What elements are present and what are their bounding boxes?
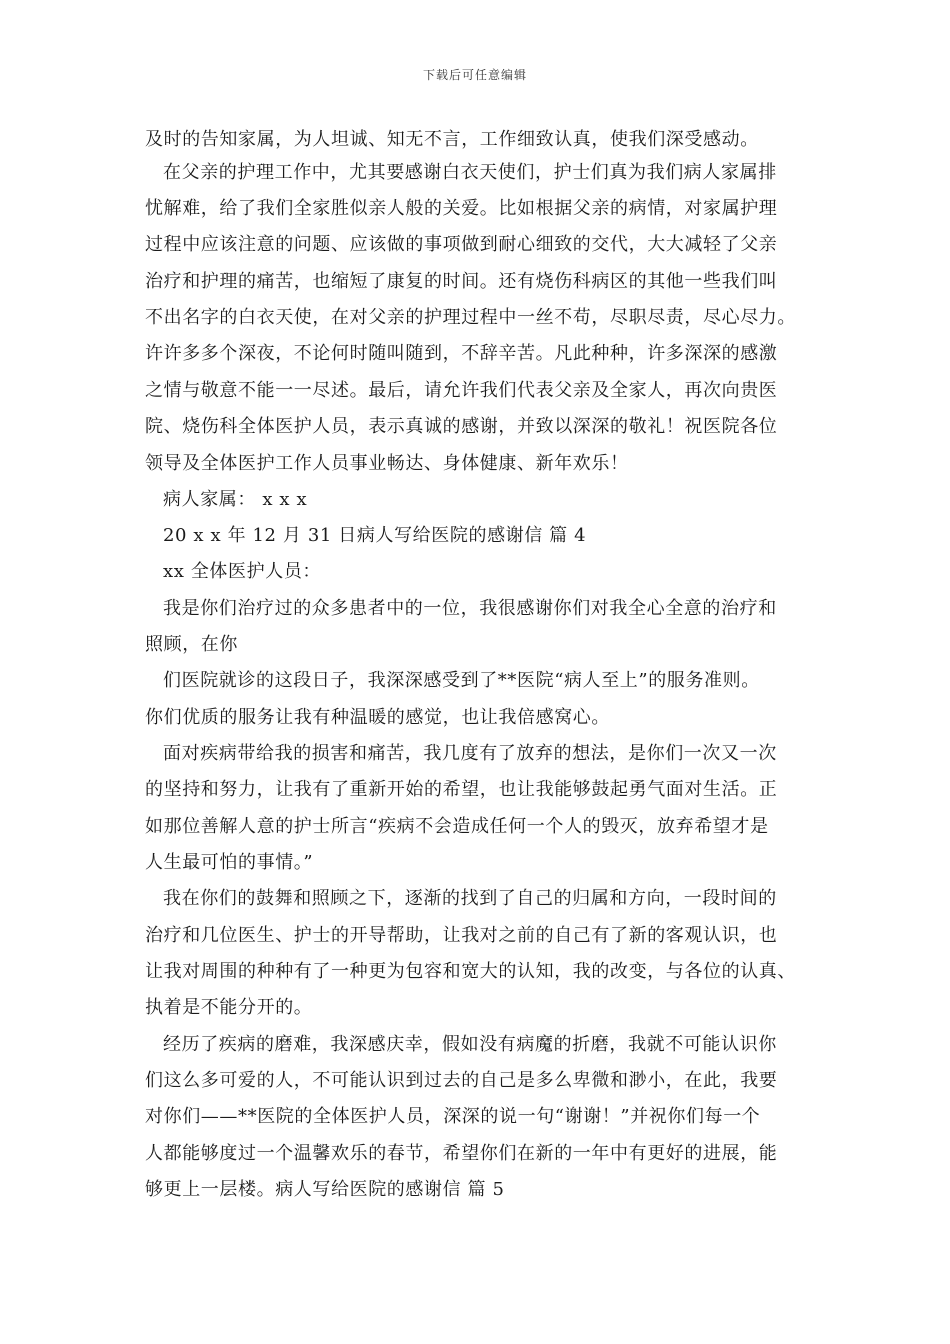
text-line: 忧解难，给了我们全家胜似亲人般的关爱。比如根据父亲的病情，对家属护理: [145, 198, 778, 219]
text-line: 照顾，在你: [145, 634, 238, 655]
text-line: 领导及全体医护工作人员事业畅达、身体健康、新年欢乐！: [145, 453, 629, 474]
text-line: 我是你们治疗过的众多患者中的一位，我很感谢你们对我全心全意的治疗和: [163, 598, 777, 619]
text-line: 不出名字的白衣天使，在对父亲的护理过程中一丝不苟，尽职尽责，尽心尽力。: [145, 307, 796, 328]
text-line: 人生最可怕的事情。”: [145, 852, 314, 873]
text-line: 们医院就诊的这段日子，我深深感受到了**医院“病人至上”的服务准则。: [163, 670, 760, 691]
text-line: 对你们——**医院的全体医护人员，深深的说一句“谢谢！”并祝你们每一个: [145, 1106, 761, 1127]
text-line: 的坚持和努力，让我有了重新开始的希望，也让我能够鼓起勇气面对生活。正: [145, 779, 778, 800]
text-line: 治疗和几位医生、护士的开导帮助，让我对之前的自己有了新的客观认识，也: [145, 925, 778, 946]
salutation: xx 全体医护人员：: [163, 561, 322, 582]
text-line: 人都能够度过一个温馨欢乐的春节，希望你们在新的一年中有更好的进展，能: [145, 1143, 778, 1164]
text-line: 治疗和护理的痛苦，也缩短了康复的时间。还有烧伤科病区的其他一些我们叫: [145, 271, 778, 292]
text-line: 们这么多可爱的人，不可能认识到过去的自己是多么卑微和渺小，在此，我要: [145, 1070, 778, 1091]
text-line: 如那位善解人意的护士所言“疾病不会造成任何一个人的毁灭，放弃希望才是: [145, 816, 769, 837]
text-line: 院、烧伤科全体医护人员，表示真诚的感谢，并致以深深的敬礼！祝医院各位: [145, 416, 778, 437]
text-line: 及时的告知家属，为人坦诚、知无不言，工作细致认真，使我们深受感动。: [145, 129, 759, 150]
text-line: 经历了疾病的磨难，我深感庆幸，假如没有病魔的折磨，我就不可能认识你: [163, 1034, 777, 1055]
page-header: 下载后可任意编辑: [422, 68, 527, 82]
text-line: 让我对周围的种种有了一种更为包容和宽大的认知，我的改变，与各位的认真、: [145, 961, 796, 982]
text-line: 执着是不能分开的。: [145, 997, 313, 1018]
text-line: 你们优质的服务让我有种温暖的感觉，也让我倍感窝心。: [145, 707, 610, 728]
text-line: 在父亲的护理工作中，尤其要感谢白衣天使们，护士们真为我们病人家属排: [163, 162, 777, 183]
signature-line: 病人家属： x x x: [163, 489, 308, 510]
text-line: 之情与敬意不能一一尽述。最后，请允许我们代表父亲及全家人，再次向贵医: [145, 380, 778, 401]
text-line: 许许多多个深夜，不论何时随叫随到，不辞辛苦。凡此种种，许多深深的感激: [145, 343, 778, 364]
text-line: 面对疾病带给我的损害和痛苦，我几度有了放弃的想法，是你们一次又一次: [163, 743, 777, 764]
text-line: 够更上一层楼。病人写给医院的感谢信 篇 5: [145, 1179, 505, 1200]
text-line: 过程中应该注意的问题、应该做的事项做到耐心细致的交代，大大减轻了父亲: [145, 234, 778, 255]
section-title: 20 x x 年 12 月 31 日病人写给医院的感谢信 篇 4: [163, 525, 587, 546]
text-line: 我在你们的鼓舞和照顾之下，逐渐的找到了自己的归属和方向，一段时间的: [163, 888, 777, 909]
